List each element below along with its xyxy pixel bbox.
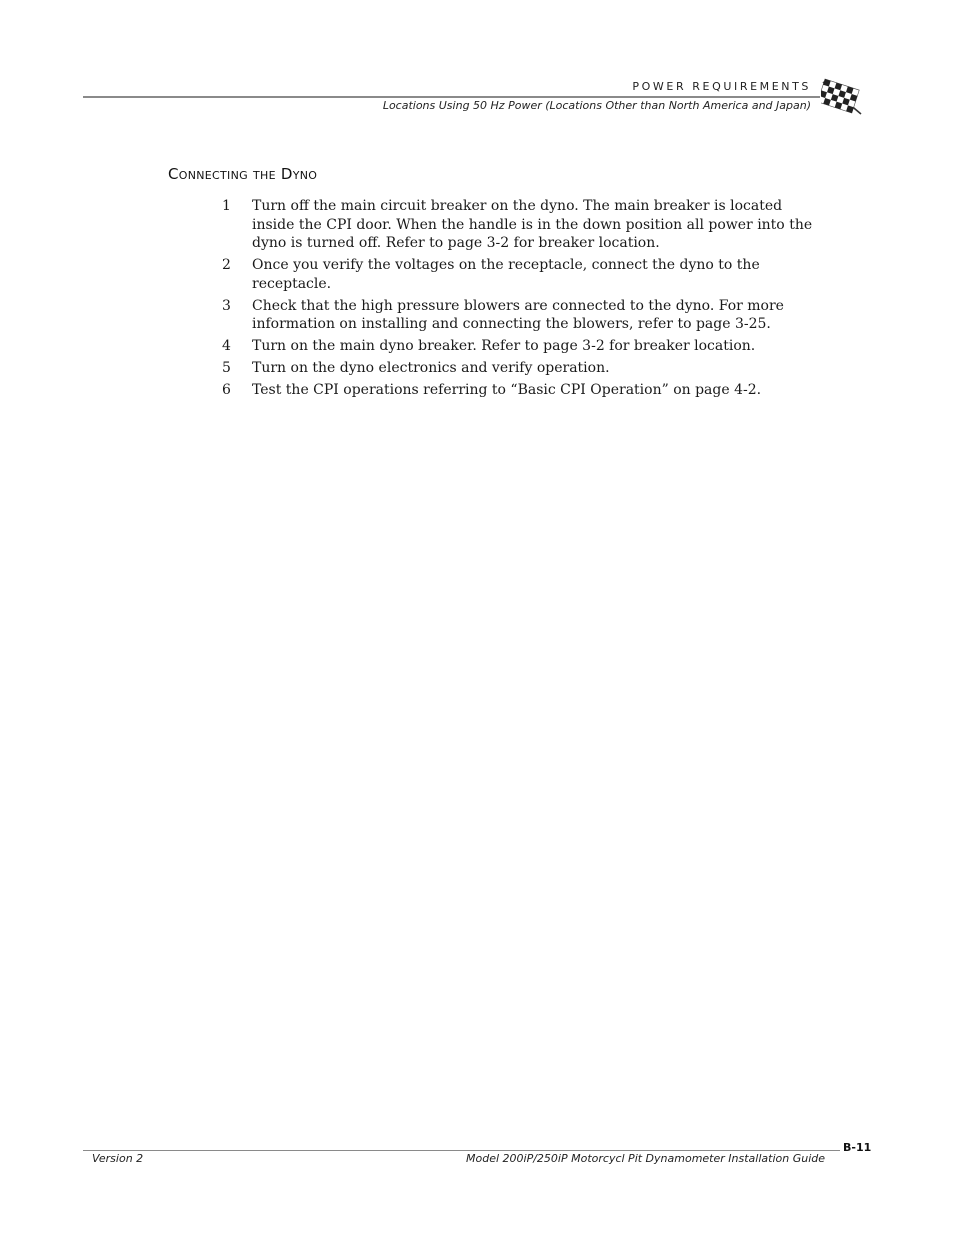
step-text: Check that the high pressure blowers are connected to the dyno. For more information on installing and connecting the blowers, refer to page 3-25. — [252, 297, 784, 332]
footer-rule — [83, 1150, 840, 1151]
step-text: Once you verify the voltages on the receptacle, connect the dyno to the receptacle. — [252, 257, 760, 292]
list-item — [222, 359, 822, 378]
step-text: Turn on the dyno electronics and verify operation. — [252, 360, 610, 376]
list-item — [222, 256, 822, 293]
page-number: B-11 — [843, 1141, 872, 1154]
checkered-flag-icon — [821, 76, 865, 116]
steps-list — [222, 197, 822, 403]
header-subtitle: Locations Using 50 Hz Power (Locations Other than North America and Japan) — [382, 99, 811, 112]
list-item — [222, 381, 822, 400]
list-item — [222, 337, 822, 356]
header-title: POWER REQUIREMENTS — [632, 80, 811, 93]
step-number: 2 — [222, 257, 231, 273]
step-number: 3 — [222, 297, 231, 314]
footer-version: Version 2 — [92, 1152, 144, 1165]
header-rule — [83, 96, 820, 98]
step-text: Turn off the main circuit breaker on the dyno. The main breaker is located inside the CPI door. When the handle is in the down position all power into the dyno is turned off. Refer to page 3-2 for breaker location. — [252, 198, 813, 251]
step-text: Turn on the main dyno breaker. Refer to page 3-2 for breaker location. — [252, 338, 756, 354]
step-number: 1 — [222, 198, 231, 214]
step-number: 6 — [222, 382, 231, 398]
step-number: 5 — [222, 360, 231, 376]
section-heading: Connecting the Dyno — [168, 165, 318, 183]
step-text: Test the CPI operations referring to “Basic CPI Operation” on page 4-2. — [252, 382, 762, 398]
list-item — [222, 197, 822, 253]
list-item — [222, 297, 822, 334]
step-number: 4 — [222, 338, 231, 354]
footer-guide-title: Model 200iP/250iP Motorcycl Pit Dynamometer Installation Guide — [466, 1152, 825, 1165]
